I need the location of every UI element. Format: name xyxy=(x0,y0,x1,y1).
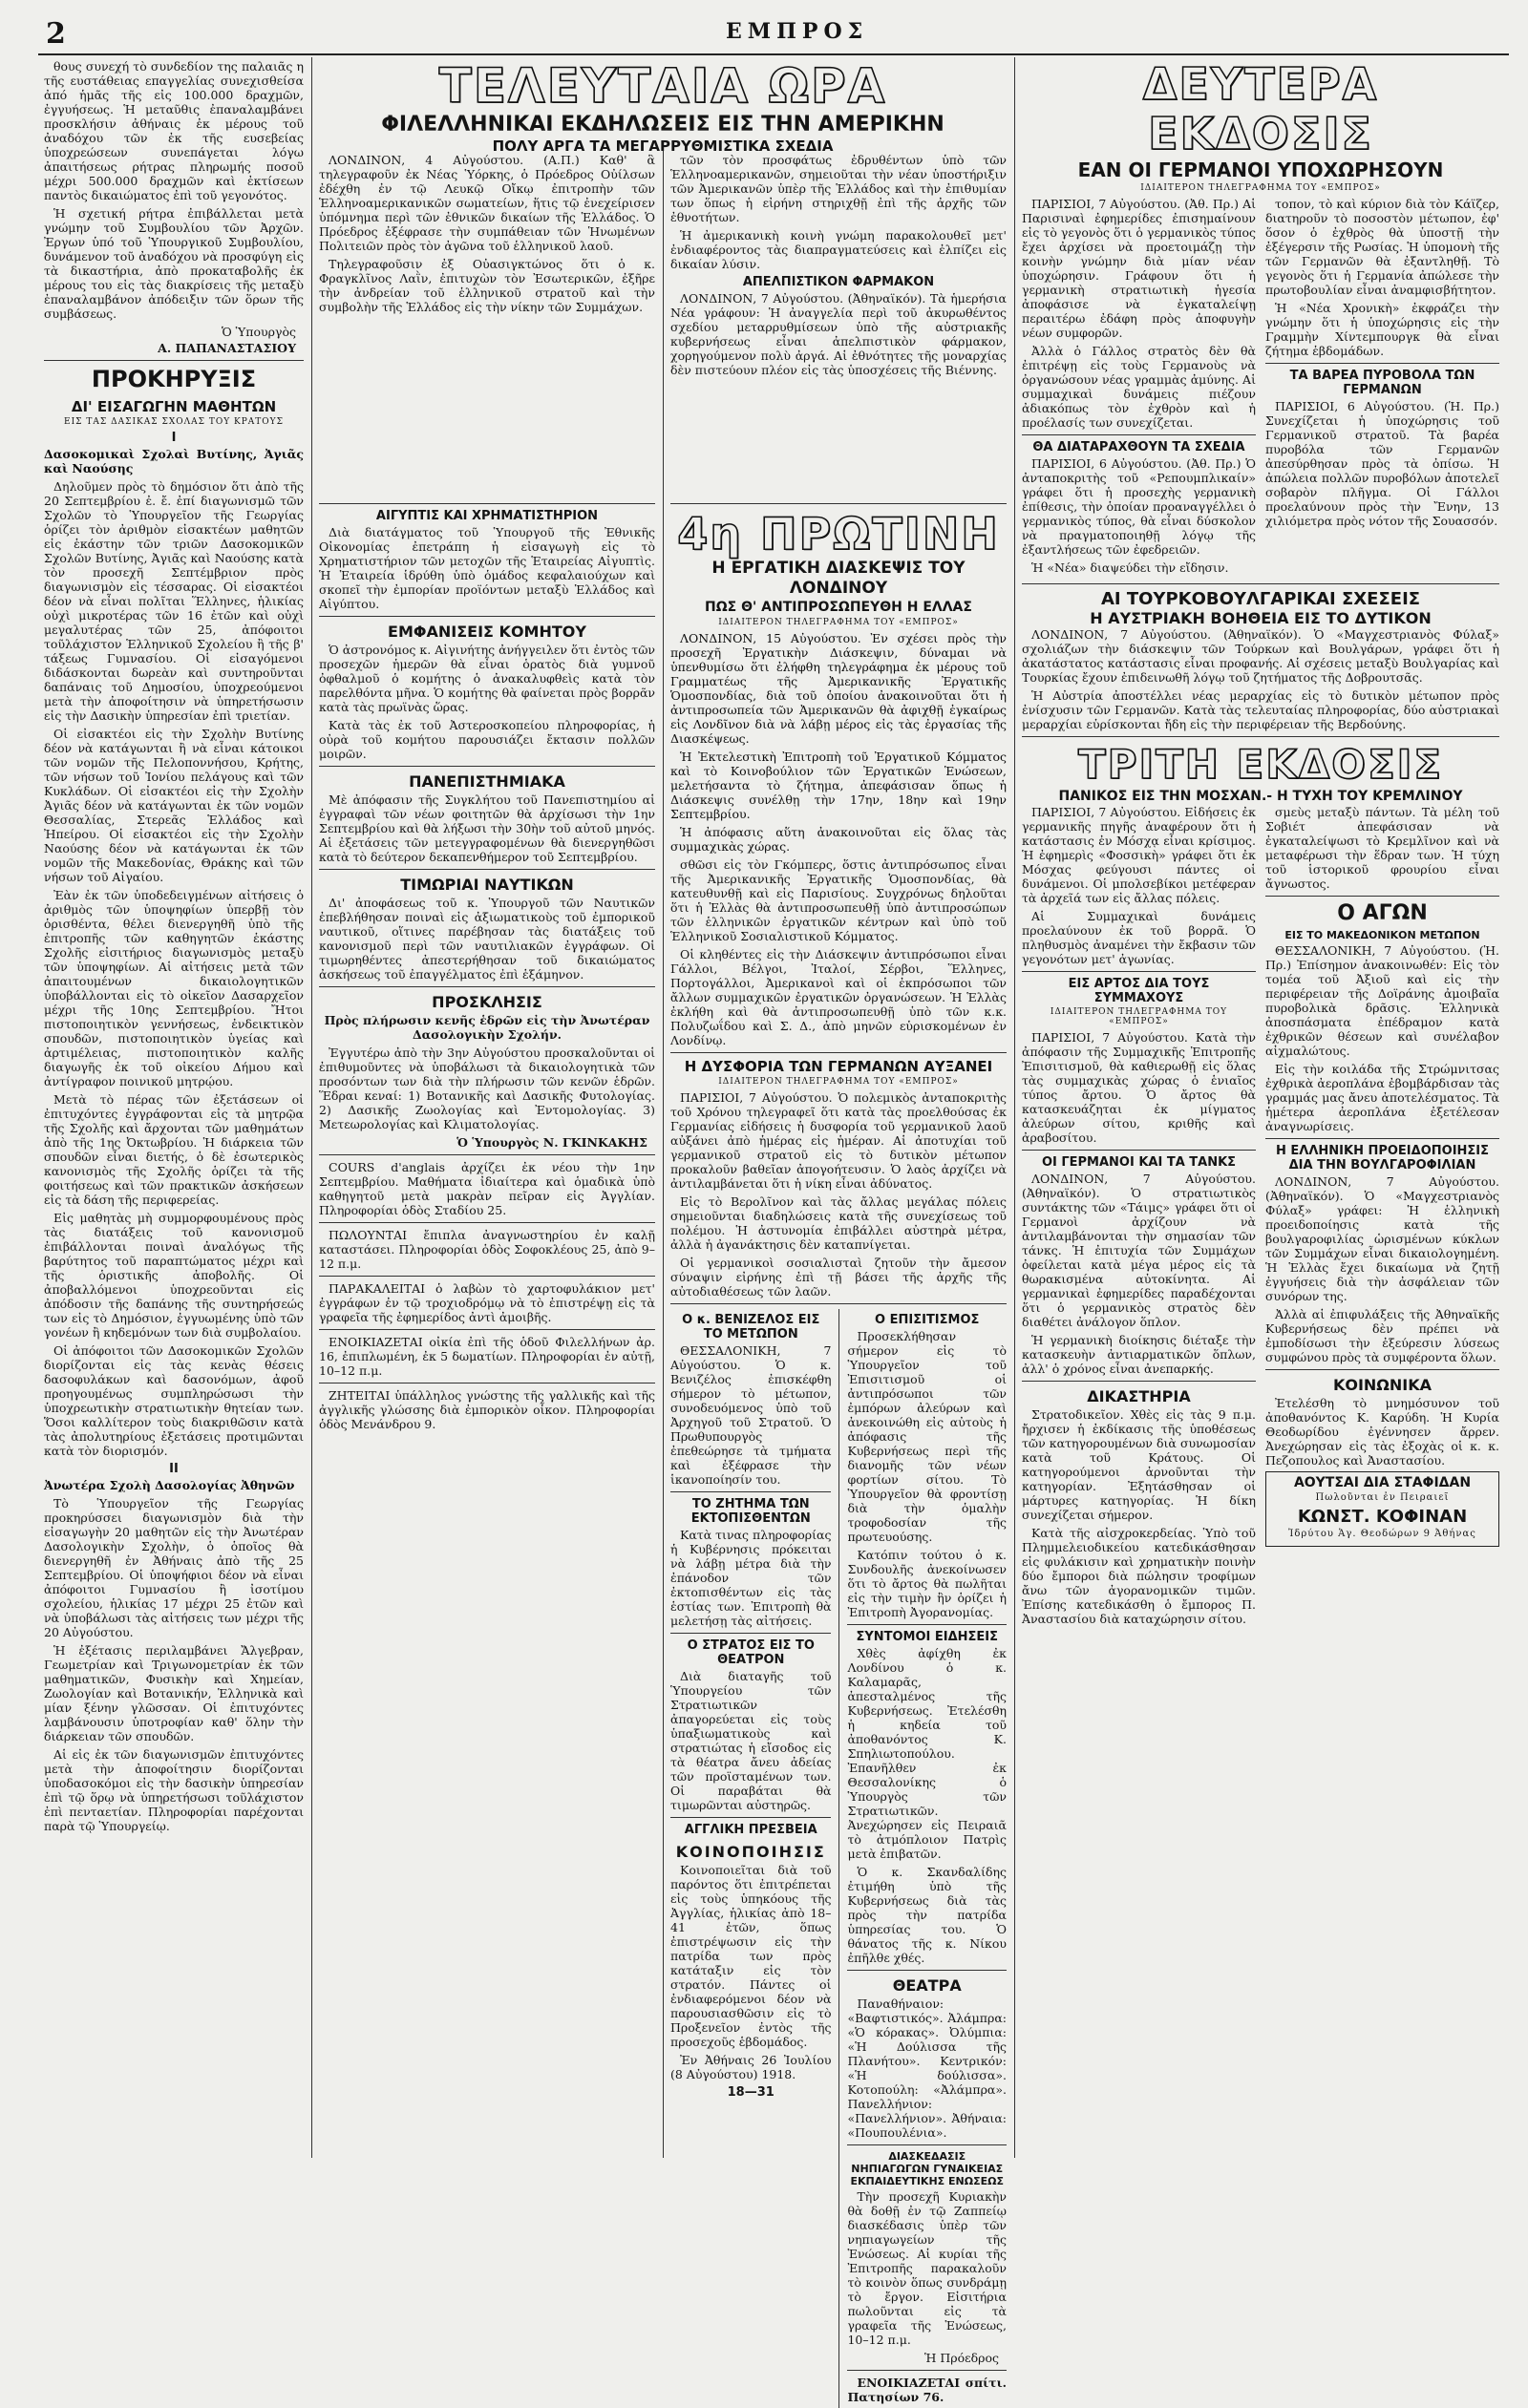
section-numeral: Ι xyxy=(171,431,177,445)
divider xyxy=(670,1303,1007,1304)
headline-philhellenic: ΦΙΛΕΛΛΗΝΙΚΑΙ ΕΚΔΗΛΩΣΕΙΣ ΕΙΣ ΤΗΝ ΑΜΕΡΙΚΗΝ xyxy=(381,113,944,137)
telegram-tag: ΙΔΙΑΙΤΕΡΟΝ ΤΗΛΕΓΡΑΦΗΜΑ ΤΟΥ «ΕΜΠΡΟΣ» xyxy=(718,618,959,627)
article-text: Εἰς μαθητὰς μὴ συμμορφουμένους πρὸς τὰς διατάξεις τοῦ κανονισμοῦ ἐπιβάλλονται ποιναὶ ἀναλόγως τῆς βαρύτητος τοῦ παραπτώματος μέχρι καὶ τῆς ὁριστικῆς ἀποβολῆς. Οἱ ἀποβαλλόμενοι ὑποχρεοῦνται εἰς ἀπόδοσιν τῆς δαπάνης τῆς συντηρήσεώς των εἰς τὸ Δημόσιον, ἐγγυωμένης ὑπὸ τῶν γονέων ἢ κηδεμόνων των διὰ συμβολαίου. xyxy=(44,1211,304,1340)
article-text: Ὁ ἀστρονόμος κ. Αἰγινήτης ἀνήγγειλεν ὅτι ἐντὸς τῶν προσεχῶν ἡμερῶν θὰ εἶναι ὁρατὸς διὰ γυμνοῦ ὀφθαλμοῦ ὁ κομήτης ὁ ἀνακαλυφθεὶς κατὰ τὸν παρελθόντα μῆνα. Ὁ κομήτης θὰ φαίνεται πρὸς βορρᾶν κατὰ τὰς πρωϊνὰς ὥρας. xyxy=(319,643,655,714)
subheadline-small: ΕΙΣ ΤΑΣ ΔΑΣΙΚΑΣ ΣΧΟΛΑΣ ΤΟΥ ΚΡΑΤΟΥΣ xyxy=(64,417,284,427)
article-text: ΠΑΡΙΣΙΟΙ, 7 Αὐγούστου. Ὁ πολεμικὸς ἀνταποκριτὴς τοῦ Χρόνου τηλεγραφεῖ ὅτι κατὰ τὰς προελθούσας ἐκ Γερμανίας εἰδήσεις ἡ δυσφορία τοῦ γερμανικοῦ λαοῦ αὐξάνει ἀπὸ ἡμέρας εἰς ἡμέραν. Αἱ ἀποτυχίαι τοῦ γερμανικοῦ στρατοῦ εἰς τὸ δυτικὸν μέτωπον προκαλοῦν βαθεῖαν ἀπογοήτευσιν. Ὁ λαὸς ἀρχίζει νὰ ἀντιλαμβάνεται ὅτι ἡ νίκη εἶναι ἀδύνατος. xyxy=(670,1090,1007,1191)
section-numeral: ΙΙ xyxy=(169,1462,179,1476)
ad-merchant-name: ΚΩΝΣΤ. ΚΟΦΙΝΑΝ xyxy=(1297,1507,1468,1527)
divider xyxy=(319,616,655,617)
divider xyxy=(319,766,655,767)
divider xyxy=(1022,434,1256,435)
signature-name: Α. ΠΑΠΑΝΑΣΤΑΣΙΟΥ xyxy=(158,341,296,355)
article-text: Ἀλλὰ ὁ Γάλλος στρατὸς δὲν θὰ ἐπιτρέψῃ εἰς τοὺς Γερμανοὺς νὰ ὀργανώσουν νέας γραμμὰς ἀμύνης. Αἱ συμμαχικαὶ δυνάμεις πιέζουν ἀδιακόπως τὸν ἐχθρὸν καὶ ἡ προέλασίς των συνεχίζεται. xyxy=(1022,344,1256,430)
article-text: Στρατοδικεῖον. Χθὲς εἰς τὰς 9 π.μ. ἤρχισεν ἡ ἐκδίκασις τῆς ὑποθέσεως τῶν κατηγορουμένων διὰ συνωμοσίαν κατὰ τοῦ Κράτους. Οἱ κατηγορούμενοι ἀρνοῦνται τὴν κατηγορίαν. Ἐξητάσθησαν οἱ μάρτυρες κατηγορίας. Ἡ δίκη συνεχίζεται σήμερον. xyxy=(1022,1407,1256,1522)
divider xyxy=(1265,363,1499,364)
headline-naval: ΤΙΜΩΡΙΑΙ ΝΑΥΤΙΚΩΝ xyxy=(400,876,574,894)
article-text: ΛΟΝΔΙΝΟΝ, 7 Αὐγούστου. (Ἀθηναϊκόν). Ὁ «Μαγχεστριανὸς Φύλαξ» γράφει: Ἡ ἑλληνικὴ προειδοποίησις κατὰ τῆς βουλγαροφιλίας ὡρισμένων κύκλων τῶν Συμμάχων εἶναι δικαιολογημένη. Ἡ Ἑλλὰς ἔχει δικαίωμα νὰ ζητῇ ἐγγυήσεις διὰ τὴν ἀσφάλειαν τῶν συνόρων της. xyxy=(1265,1174,1499,1303)
classified-ad: ΕΝΟΙΚΙΑΖΕΤΑΙ σπίτι. Πατησίων 76. xyxy=(847,2376,1007,2404)
divider xyxy=(847,1970,1007,1971)
classified-ad: ΠΩΛΟΥΝΤΑΙ ἔπιπλα ἀναγνωστηρίου ἐν καλῇ καταστάσει. Πληροφορίαι ὁδὸς Σοφοκλέους 25, ἀπὸ 9–12 π.μ. xyxy=(319,1228,655,1271)
classified-ad: ΕΝΟΙΚΙΑΖΕΤΑΙ οἰκία ἐπὶ τῆς ὁδοῦ Φιλελλήνων ἀρ. 16, ἐπιπλωμένη, ἐκ 5 δωματίων. Πληροφορίαι ἐν αὐτῇ, 10–12 π.μ. xyxy=(319,1335,655,1378)
headline-comet: ΕΜΦΑΝΙΣΕΙΣ ΚΟΜΗΤΟΥ xyxy=(388,623,586,641)
divider xyxy=(319,869,655,870)
divider xyxy=(847,2144,1007,2145)
article-text: Ἡ «Νέα Χρονικὴ» ἐκφράζει τὴν γνώμην ὅτι ἡ ὑποχώρησις εἰς τὴν Γραμμὴν Χίντεμπουργκ θὰ εἶναι ζήτημα ἑβδομάδων. xyxy=(1265,301,1499,358)
article-text: Κατὰ τῆς αἰσχροκερδείας. Ὑπὸ τοῦ Πλημμελειοδικείου κατεδικάσθησαν εἰς φυλάκισιν καὶ χρηματικὴν ποινὴν δύο ἔμποροι διὰ πώλησιν τροφίμων ἄνω τῶν ἀγορανομικῶν τιμῶν. Ἐπίσης κατεδικάσθη ὁ ἔμπορος Π. Ἀναστασίου διὰ καταχώρησιν σίτου. xyxy=(1022,1526,1256,1626)
divider xyxy=(847,2370,1007,2371)
center-split-left xyxy=(670,1309,831,2408)
article-text: Μὲ ἀπόφασιν τῆς Συγκλήτου τοῦ Πανεπιστημίου αἱ ἐγγραφαὶ τῶν νέων φοιτητῶν θὰ ἀρχίσωσι τὴν 1ην Σεπτεμβρίου καὶ θὰ λήξωσι τὴν 30ὴν τοῦ αὐτοῦ μηνός. Αἱ ἐξετάσεις τῶν μετεγγραφομένων θὰ διενεργηθῶσι κατὰ τὸ δεύτερον δεκαπενθήμερον τοῦ Σεπτεμβρίου. xyxy=(319,792,655,864)
headline-plans: ΘΑ ΔΙΑΤΑΡΑΧΘΟΥΝ ΤΑ ΣΧΕΔΙΑ xyxy=(1032,440,1245,454)
divider xyxy=(319,1329,655,1330)
headline-german-discontent: Η ΔΥΣΦΟΡΙΑ ΤΩΝ ΓΕΡΜΑΝΩΝ ΑΥΞΑΝΕΙ xyxy=(684,1058,993,1075)
article-text: Ἡ ἀμερικανικὴ κοινὴ γνώμη παρακολουθεῖ μετ' ἐνδιαφέροντος τὰς διαπραγματεύσεις καὶ ἐλπίζει εἰς δικαίαν λύσιν. xyxy=(670,228,1007,271)
divider xyxy=(319,1276,655,1277)
subheadline-greece: ΠΩΣ Θ' ΑΝΤΙΠΡΟΣΩΠΕΥΘΗ Η ΕΛΛΑΣ xyxy=(705,600,972,615)
divider xyxy=(1022,583,1499,584)
article-text: Κατὰ τινας πληροφορίας ἡ Κυβέρνησις πρόκειται νὰ λάβῃ μέτρα διὰ τὴν ἐπάνοδον τῶν ἐκτοπισθέντων εἰς τὰς ἑστίας των. Ἐπιτροπὴ θὰ μελετήσῃ τὰς αἰτήσεις. xyxy=(670,1528,832,1628)
article-text: Διὰ διατάγματος τοῦ Ὑπουργοῦ τῆς Ἐθνικῆς Οἰκονομίας ἐπετράπη ἡ εἰσαγωγὴ εἰς τὸ Χρηματιστήριον τῶν μετοχῶν τῆς Ἑταιρείας Αἰγυπτὶς. Ἡ Ἑταιρεία ἱδρύθη ὑπὸ ὁμάδος κεφαλαιούχων καὶ σκοπεῖ τὴν ἐμπορίαν προϊόντων μεταξὺ Ἑλλάδος καὶ Αἰγύπτου. xyxy=(319,525,655,611)
article-text: Οἱ ἀπόφοιτοι τῶν Δασοκομικῶν Σχολῶν διορίζονται εἰς τὰς κενὰς θέσεις δασοφυλάκων καὶ δασονόμων, ἀφοῦ προηγουμένως συμπληρώσωσι τὴν ὑποχρεωτικὴν στρατιωτικὴν θητείαν των. Ὅσοι καλλίτερον τοὺς διακριθῶσιν κατὰ τὰς ἀπολυτηρίους ἐξετάσεις προτιμῶνται κατὰ τὸν διορισμόν. xyxy=(44,1343,304,1458)
article-text: ΛΟΝΔΙΝΟΝ, 15 Αὐγούστου. Ἐν σχέσει πρὸς τὴν προσεχῆ Ἐργατικὴν Διάσκεψιν, δύναμαι νὰ ὑπενθυμίσω ὅτι ἐλήφθη τηλεγράφημα ἐκ μέρους τοῦ Γραμματέως τῆς Ἀμερικανικῆς Ἐργατικῆς Ὁμοσπονδίας, διὰ τοῦ ὁποίου ἀνακοινοῦται ὅτι ἡ ἀντιπροσωπεία τῶν Ἀμερικανῶν θὰ ἀφιχθῇ ἐγκαίρως εἰς Λονδῖνον διὰ νὰ λάβῃ μέρος εἰς τὰς ἐργασίας τῆς Διασκέψεως. xyxy=(670,631,1007,746)
divider xyxy=(670,1817,831,1818)
divider xyxy=(319,1222,655,1223)
article-text: Διὰ διαταγῆς τοῦ Ὑπουργείου τῶν Στρατιωτικῶν ἀπαγορεύεται εἰς τοὺς ὑπαξιωματικοὺς καὶ στρατιώτας ἡ εἴσοδος εἰς τὰ θέατρα ἄνευ ἀδείας τῶν προϊσταμένων των. Οἱ παραβάται θὰ τιμωρῶνται αὐστηρῶς. xyxy=(670,1669,832,1812)
divider xyxy=(1265,1369,1499,1370)
article-date: Ἐν Ἀθήναις 26 Ἰουλίου (8 Αὐγούστου) 1918. xyxy=(670,2053,832,2081)
invitation-subtitle: Πρὸς πλήρωσιν κενῆς ἑδρῶν εἰς τὴν Ἀνωτέραν Δασολογικὴν Σχολήν. xyxy=(324,1013,650,1042)
article-text: Ἡ «Νέα» διαψεύδει τὴν εἴδησιν. xyxy=(1031,560,1229,575)
advertisement-box xyxy=(1265,1471,1499,1547)
article-text: ΛΟΝΔΙΝΟΝ, 7 Αὐγούστου. (Ἀθηναϊκόν). Ὁ στρατιωτικὸς συντάκτης τῶν «Τάιμς» γράφει ὅτι οἱ Γερμανοὶ ἀρχίζουν νὰ ἀντιλαμβάνονται τὴν σημασίαν τῶν τάνκς. Ἡ ἐπιτυχία τῶν Συμμάχων ὀφείλεται κατὰ μέγα μέρος εἰς τὰ θωρακισμένα αὐτοκίνητα. Αἱ γερμανικαὶ ἐφημερίδες παραδέχονται ὅτι ὁ γερμανικὸς στρατὸς δὲν διαθέτει ἀνάλογον ὅπλον. xyxy=(1022,1172,1256,1329)
notice-number: 18—31 xyxy=(727,2085,775,2100)
article-text: Ἡ γερμανικὴ διοίκησις διέταξε τὴν κατασκευὴν ἀντιαρματικῶν ὅπλων, ἀλλ' ὁ χρόνος εἶναι ἀνεπαρκής. xyxy=(1022,1333,1256,1376)
article-text: Χθὲς ἀφίχθη ἐκ Λονδίνου ὁ κ. Καλαμαρᾶς, ἀπεσταλμένος τῆς Κυβερνήσεως. Ἐτελέσθη ἡ κηδεία τοῦ ἀποθανόντος Κ. Σπηλιωτοπούλου. Ἐπανῆλθεν ἐκ Θεσσαλονίκης ὁ Ὑπουργὸς τῶν Στρατιωτικῶν. Ἀνεχώρησεν εἰς Πειραιᾶ τὸ ἀτμόπλοιον Πατρὶς μετὰ ἐπιβατῶν. xyxy=(847,1646,1007,1861)
article-text: Ἐὰν ἐκ τῶν ὑποδεδειγμένων αἰτήσεις ὁ ἀριθμὸς τῶν ὑποψηφίων ὑπερβῇ τὸν ὁρισθέντα, θέλει διενεργηθῆ ὑπὸ τῆς ἐπιτροπῆς τῶν καθηγητῶν ἑκάστης Σχολῆς εἰσιτήριος διαγωνισμὸς μεταξὺ τῶν ὑποψηφίων. Αἱ αἰτήσεις μετὰ τῶν ἀπαιτουμένων δικαιολογητικῶν ὑποβάλλονται εἰς τὸ οἰκεῖον Δασαρχεῖον μέχρι τῆς 10ης Σεπτεμβρίου. Ἤτοι πιστοποιητικὸν γεννήσεως, ἐνδεικτικὸν σπουδῶν, πιστοποιητικὸν ὑγείας καὶ ἀρτιμέλειας, πιστοποιητικὸν καλῆς διαγωγῆς ἐκ τοῦ οἰκείου Δήμου καὶ ἀντίγραφον ποινικοῦ μητρῴου. xyxy=(44,888,304,1088)
section-title: Ἀνωτέρα Σχολὴ Δασολογίας Ἀθηνῶν xyxy=(44,1478,295,1492)
headline-aigyptis: ΑΙΓΥΠΤΙΣ ΚΑΙ ΧΡΗΜΑΤΙΣΤΗΡΙΟΝ xyxy=(375,509,599,523)
headline-macedonian-front: ΕΙΣ ΤΟ ΜΑΚΕΔΟΝΙΚΟΝ ΜΕΤΩΠΟΝ xyxy=(1284,929,1480,941)
article-text: ΘΕΣΣΑΛΟΝΙΚΗ, 7 Αὐγούστου. Ὁ κ. Βενιζέλος ἐπισκέφθη σήμερον τὸ μέτωπον, συνοδευόμενος ὑπὸ τοῦ Ἀρχηγοῦ τοῦ Στρατοῦ. Ὁ Πρωθυπουργὸς ἐπεθεώρησε τὰ τμήματα καὶ ἐξέφρασε τὴν ἱκανοποίησίν του. xyxy=(670,1343,832,1487)
headline-kindergarten: ΔΙΑΣΚΕΔΑΣΙΣ ΝΗΠΙΑΓΩΓΩΝ ΓΥΝΑΙΚΕΙΑΣ ΕΚΠΑΙΔΕΥΤΙΚΗΣ ΕΝΩΣΕΩΣ xyxy=(850,2150,1004,2187)
headline-heavy-guns: ΤΑ ΒΑΡΕΑ ΠΥΡΟΒΟΛΑ ΤΩΝ ΓΕΡΜΑΝΩΝ xyxy=(1289,369,1475,397)
divider xyxy=(1022,1381,1256,1382)
column-center-right xyxy=(670,498,1007,2404)
telegram-tag: ΙΔΙΑΙΤΕΡΟΝ ΤΗΛΕΓΡΑΦΗΜΑ ΤΟΥ «ΕΜΠΡΟΣ» xyxy=(1140,183,1381,193)
divider xyxy=(670,1491,831,1492)
divider xyxy=(847,1624,1007,1625)
article-text: Ἀλλὰ αἱ ἐπιφυλάξεις τῆς Ἀθηναϊκῆς Κυβερνήσεως δὲν πρέπει νὰ ἐμποδίσωσι τὴν ἐξεύρεσιν λύσεως συμφώνου πρὸς τὰ συμφέροντα ὅλων. xyxy=(1265,1307,1499,1364)
article-text: Προσεκλήθησαν σήμερον εἰς τὸ Ὑπουργεῖον τοῦ Ἐπισιτισμοῦ οἱ ἀντιπρόσωποι τῶν ἐμπόρων ἀλεύρων καὶ ἀνεκοινώθη εἰς αὐτοὺς ἡ ἀπόφασις τῆς Κυβερνήσεως περὶ τῆς διανομῆς τῶν νέων φορτίων σίτου. Τὸ Ὑπουργεῖον θὰ φροντίσῃ διὰ τὴν ὁμαλὴν τροφοδοσίαν τῆς πρωτευούσης. xyxy=(847,1329,1007,1544)
column-left xyxy=(44,59,304,2160)
second-edition-title: ΔΕΥΤΕΡΑ ΕΚΔΟΣΙΣ xyxy=(1142,58,1379,159)
article-text: θους συνεχή τὸ συνδεδίον της παλαιᾶς η τῆς ευστάθειας επαγγελίας συνεχισθείσα ἀπό ἡμᾶς τῆς εἰς 100.000 δραχμῶν, ἐγγυήσεως. Ἡ μεταῦθις ἐπαναλαμβάνει προσκλήσιν ἀθήναις ἐκ μέρους τοῦ ἀναδόχου τῶν ἐκ τῆς ευσεβείας ὑποχρεώσεων συνεπάγεται λόγω ἀπαιτήσεως ρήτρας πληρωμής ποσοῦ μέχρι 500.000 δραχμῶν καὶ ἐκτίσεων παντὸς δικαιώματος ἐπὶ τοῦ γεγονότος. xyxy=(44,59,304,202)
article-text: ΛΟΝΔΙΝΟΝ, 7 Αὐγούστου. (Ἀθηναϊκόν). Ὁ «Μαγχεστριανὸς Φύλαξ» σχολιάζων τὴν διάσκεψιν τῶν Τούρκων καὶ Βουλγάρων, γράφει ὅτι ἡ ἀκατάστατος κατάστασις εἶναι προφανής. Αἱ σχέσεις μεταξὺ Βουλγαρίας καὶ Τουρκίας ἔχουν ἐπιδεινωθῆ λόγῳ τοῦ ζητήματος τῆς Δοβρουτσᾶς. xyxy=(1022,627,1499,685)
subheadline: ΔΙ' ΕΙΣΑΓΩΓΗΝ ΜΑΘΗΤΩΝ xyxy=(71,398,277,415)
right-split-right xyxy=(1265,805,1499,1630)
third-edition-title: ΤΡΙΤΗ ΕΚΔΟΣΙΣ xyxy=(1078,741,1443,788)
article-text: Ἡ σχετική ρήτρα ἐπιβάλλεται μετὰ γνώμην τοῦ Συμβουλίου τῶν Ἀρχῶν. Ἐργων ὑπό τοῦ Ὑπουργικοῦ Συμβουλίου, δυνάμενον τοῦ ἀναδόχου νὰ προσφύγη εἰς τὰ δικαστήρια, ἀπὸ προκαταβολῆς ἐκ μέρους του εἰς τὰς διακρίσεις τῆς μεταξὺ ἐπαναλαμβάνον ἀπόδειξιν τῶν ὅρων τῆς συμβάσεως. xyxy=(44,206,304,321)
divider xyxy=(670,503,1007,504)
telegram-tag: ΙΔΙΑΙΤΕΡΟΝ ΤΗΛΕΓΡΑΦΗΜΑ ΤΟΥ «ΕΜΠΡΟΣ» xyxy=(718,1077,959,1087)
classified-ad: COURS d'anglais ἀρχίζει ἐκ νέου τὴν 1ην Σεπτεμβρίου. Μαθήματα ἰδιαίτερα καὶ ὁμαδικὰ ὑπὸ καθηγητοῦ μετὰ μακρὰν πεῖραν εἰς Ἀγγλίαν. Πληροφορίαι ὁδὸς Σταδίου 25. xyxy=(319,1160,655,1217)
article-text: ΠΑΡΙΣΙΟΙ, 6 Αὐγούστου. (Ἡ. Πρ.) Συνεχίζεται ἡ ὑποχώρησις τοῦ Γερμανικοῦ στρατοῦ. Τὰ βαρέα πυροβόλα τῶν Γερμανῶν ἀπεσύρθησαν πρὸς τὰ ὀπίσω. Ἡ ἀπώλεια πολλῶν πυροβόλων ἀποτελεῖ σοβαρὸν πλῆγμα. Οἱ Γάλλοι προελαύνουν πρὸς τὴν Ἔνην, 13 χιλιόμετρα πρὸς νότον τῆς Σουασσόν. xyxy=(1265,399,1499,528)
headline-exiles: ΤΟ ΖΗΤΗΜΑ ΤΩΝ ΕΚΤΟΠΙΣΘΕΝΤΩΝ xyxy=(690,1497,811,1526)
divider xyxy=(319,986,655,987)
article-text: ΠΑΡΙΣΙΟΙ, 7 Αὐγούστου. Εἰδήσεις ἐκ γερμανικῆς πηγῆς ἀναφέρουν ὅτι ἡ κατάστασις ἐν Μόσχᾳ εἶναι κρίσιμος. Ἡ ἐφημερὶς «Φοσσικὴ» γράφει ὅτι ἐκ Μόσχας φεύγουσι πάντες οἱ δυνάμενοι. Οἱ μπολσεβίκοι μετέφεραν τὰ ἀρχεῖά των εἰς ἄλλας πόλεις. xyxy=(1022,805,1256,905)
article-text: Κατὰ τὰς ἐκ τοῦ Ἀστεροσκοπείου πληροφορίας, ἡ οὐρὰ τοῦ κομήτου παρουσιάζει ἔκτασιν πολλῶν μοιρῶν. xyxy=(319,718,655,761)
article-text: Οἱ κληθέντες εἰς τὴν Διάσκεψιν ἀντιπρόσωποι εἶναι Γάλλοι, Βέλγοι, Ἰταλοί, Σέρβοι, Ἕλληνες, Πορτογάλλοι, Ἀμερικανοὶ καὶ οἱ ἐκπρόσωποι τῶν ἄλλων συμμαχικῶν ἐργατικῶν ὀργανώσεων. Ἡ Ἑλλὰς ἐκλήθη καὶ θὰ ἀντιπροσωπευθῇ ὑπὸ τῶν κ.κ. Πολυζωΐδου καὶ Σ. Δ., ἀπὸ μηνῶν εὑρισκομένων ἐν Λονδίνῳ. xyxy=(670,947,1007,1047)
headline-theatres: ΘΕΑΤΡΑ xyxy=(892,1976,962,1995)
article-text: σμεὺς μεταξὺ πάντων. Τὰ μέλη τοῦ Σοβιέτ ἀπεφάσισαν νὰ ἐγκαταλείψωσι τὸ Κρεμλῖνον καὶ νὰ μεταφέρωσι τὴν ἕδραν των. Ἡ τύχη τοῦ ἱστορικοῦ φρουρίου εἶναι ἄγνωστος. xyxy=(1265,805,1499,891)
headline-tanks: ΟΙ ΓΕΡΜΑΝΟΙ ΚΑΙ ΤΑ ΤΑΝΚΣ xyxy=(1041,1155,1237,1170)
headline-turkish-bulgarian: ΑΙ ΤΟΥΡΚΟΒΟΥΛΓΑΡΙΚΑΙ ΣΧΕΣΕΙΣ xyxy=(1100,589,1421,609)
article-text: Κοινοποιεῖται διὰ τοῦ παρόντος ὅτι ἐπιτρέπεται εἰς τοὺς ὑπηκόους τῆς Ἀγγλίας, ἡλικίας ἀπὸ 18–41 ἐτῶν, ὅπως ἐπιστρέψωσιν εἰς τὴν πατρίδα των πρὸς κατάταξιν εἰς τὸν στρατόν. Πάντες οἱ ἐνδιαφερόμενοι δέον νὰ παρουσιασθῶσιν εἰς τὸ Προξενεῖον ἐντὸς τῆς προσεχοῦς ἑβδομάδος. xyxy=(670,1863,832,2049)
article-text: ΛΟΝΔΙΝΟΝ, 7 Αὐγούστου. (Ἀθηναϊκόν). Τὰ ἡμερήσια Νέα γράφουν: Ἡ ἀναγγελία περὶ τοῦ ἀκυρωθέντος σχεδίου μεταρρυθμίσεων ὑπὸ τῆς αὐστριακῆς κυβερνήσεως εἶναι ἀπελπιστικὸν φάρμακον, χορηγούμενον πολὺ ἀργά. Αἱ ἐθνότητες τῆς μοναρχίας δὲν πιστεύουν πλέον εἰς τὰς ὑποσχέσεις τῆς Βιέννης. xyxy=(670,291,1007,377)
headline-greek-warning: Η ΕΛΛΗΝΙΚΗ ΠΡΟΕΙΔΟΠΟΙΗΣΙΣ ΔΙΑ ΤΗΝ ΒΟΥΛΓΑΡΟΦΙΛΙΑΝ xyxy=(1275,1144,1490,1172)
headline-desperate-remedy: ΑΠΕΛΠΙΣΤΙΚΟΝ ΦΑΡΜΑΚΟΝ xyxy=(742,275,935,289)
article-text: ΛΟΝΔΙΝΟΝ, 4 Αὐγούστου. (Α.Π.) Καθ' ἃ τηλεγραφοῦν ἐκ Νέας Ὑόρκης, ὁ Πρόεδρος Οὐίλσων ἐδέχθη ἐν τῷ Λευκῷ Οἴκῳ ἐπιτροπὴν τῶν Ἑλληνοαμερικανικῶν σωματείων, ἥτις τῷ ἐνεχείρισεν ὑπόμνημα περὶ τῶν ἐθνικῶν δικαίων τῆς Ἑλλάδος. Ὁ Πρόεδρος ἐξέφρασε τὴν συμπάθειαν τῶν Ἡνωμένων Πολιτειῶν πρὸς τὸν ἀγῶνα τοῦ ἑλληνικοῦ λαοῦ. xyxy=(319,153,655,253)
article-text: σθῶσι εἰς τὸν Γκόμπερς, ὅστις ἀντιπρόσωπος εἶναι τῆς Ἀμερικανικῆς Ἐργατικῆς Ὁμοσπονδίας, θὰ κατευθυνθῇ καὶ εἰς Παρισίους. Συγχρόνως δηλοῦται ὅτι ἡ Ἑλλὰς θὰ ἀντιπροσωπευθῇ ὑπὸ ἀντιπροσώπων τῶν ἑλληνικῶν ἐργατικῶν κέντρων καὶ ὑπὸ τοῦ Ἑλληνικοῦ Σοσιαλιστικοῦ Κόμματος. xyxy=(670,857,1007,943)
paper-name: ΕΜΠΡΟΣ xyxy=(726,19,869,44)
article-text: Κατόπιν τούτου ὁ κ. Συνδουλῆς ἀνεκοίνωσεν ὅτι τὸ ἄρτος θὰ πωλῆται εἰς τὴν τιμὴν ἣν ὁρίζει ἡ Ἐπιτροπὴ Ἀγορανομίας. xyxy=(847,1548,1007,1619)
article-text: τῶν τὸν προσφάτως ἐδρυθέντων ὑπὸ τῶν Ἑλληνοαμερικανῶν, σημειοῦται τὴν νέαν ὑποστήριξιν τῶν Ἀμερικανῶν ὑπὲρ τῆς Ἑλλάδος καὶ τὴν ἐπιθυμίαν των ὅπως ἡ εἰρήνη στηριχθῇ ἐπὶ τῆς ἀρχῆς τῶν ἐθνοτήτων. xyxy=(670,153,1007,224)
divider xyxy=(1022,971,1256,972)
article-text: Μετὰ τὸ πέρας τῶν ἐξετάσεων οἱ ἐπιτυχόντες ἐγγράφονται εἰς τὰ μητρῷα τῆς Σχολῆς καὶ ἄρχονται τῶν μαθημάτων ἀπὸ τῆς 1ης Ὀκτωβρίου. Ἡ διάρκεια τῶν σπουδῶν εἶναι διετής, ὁ δὲ ἐσωτερικὸς κανονισμὸς τῆς Σχολῆς ὁρίζει τὰ τῆς φοιτήσεως καὶ τῶν πρακτικῶν ἀσκήσεων εἰς τὰ δάση τῆς περιφερείας. xyxy=(44,1092,304,1207)
column-divider xyxy=(663,487,664,2158)
headline-brief-news: ΣΥΝΤΟΜΟΙ ΕΙΔΗΣΕΙΣ xyxy=(856,1630,999,1644)
right-split-left xyxy=(1022,197,1256,579)
headline-army-theatre: Ο ΣΤΡΑΤΟΣ ΕΙΣ ΤΟ ΘΕΑΤΡΟΝ xyxy=(687,1638,815,1667)
divider xyxy=(1022,736,1499,737)
headline-allied-bread: ΕΙΣ ΑΡΤΟΣ ΔΙΑ ΤΟΥΣ ΣΥΜΜΑΧΟΥΣ xyxy=(1068,977,1210,1005)
article-text: ΠΑΡΙΣΙΟΙ, 7 Αὐγούστου. (Ἀθ. Πρ.) Αἱ Παρισιναὶ ἐφημερίδες ἐπισημαίνουν εἰς τὸ γεγονὸς ὅτι ὁ γερμανικὸς τύπος ἔχει ἀρχίσει νὰ προετοιμάζῃ τὴν κοινὴν γνώμην διὰ μίαν νέαν ὑποχώρησιν. Γράφουν ὅτι ἡ γερμανικὴ στρατιωτικὴ ἡγεσία ἀποφάσισε νὰ ἐγκαταλείψῃ περαιτέρω ἐδάφη πρὸς ἀποφυγὴν νέων συμφορῶν. xyxy=(1022,197,1256,340)
right-split-right xyxy=(1265,197,1499,579)
article-text: Αἱ εἰς ἐκ τῶν διαγωνισμῶν ἐπιτυχόντες μετὰ τὴν ἀποφοίτησιν διορίζονται ὑποδασοκόμοι εἰς τὴν δασικὴν ὑπηρεσίαν ἐπὶ τῷ ὅρῳ νὰ ὑπηρετήσωσι τοῦλάχιστον ἐπὶ πενταετίαν. Πληροφορίαι παρέχονται παρὰ τῷ Ὑπουργείῳ. xyxy=(44,1747,304,1833)
center-split xyxy=(670,1309,1007,2408)
signature-title: Ὁ Ὑπουργὸς xyxy=(221,325,296,339)
ad-headline: ΑΟΥΤΣΑΙ ΔΙΑ ΣΤΑΦΙΔΑΝ xyxy=(1293,1475,1472,1490)
classified-ad: ΠΑΡΑΚΑΛΕΙΤΑΙ ὁ λαβὼν τὸ χαρτοφυλάκιον μετ' ἐγγράφων ἐν τῷ τροχιοδρόμῳ νὰ τὸ ἐπιστρέψῃ εἰς τὰ γραφεῖα τῆς ἐφημερίδος ἀντὶ ἀμοιβῆς. xyxy=(319,1281,655,1324)
article-text: Τὸ Ὑπουργεῖον τῆς Γεωργίας προκηρύσσει διαγωνισμὸν διὰ τὴν εἰσαγωγὴν 20 μαθητῶν εἰς τὴν Ἀνωτέραν Δασολογικὴν Σχολὴν, ὁ ὁποῖος θὰ διενεργηθῆ ἐν Ἀθήναις ἀπὸ τῆς 25 Σεπτεμβρίου. Οἱ ὑποψήφιοι δέον νὰ εἶναι ἀπόφοιτοι Γυμνασίου ἢ ἰσοτίμου σχολείου, ἡλικίας 17 μέχρι 25 ἐτῶν καὶ νὰ ὑποβάλωσι τὰς αἰτήσεις των μέχρι τῆς 20 Αὐγούστου. xyxy=(44,1496,304,1639)
headline-venizelos: Ο κ. ΒΕΝΙΖΕΛΟΣ ΕΙΣ ΤΟ ΜΕΤΩΠΟΝ xyxy=(682,1313,820,1341)
classified-ad: ΖΗΤΕΙΤΑΙ ὑπάλληλος γνώστης τῆς γαλλικῆς καὶ τῆς ἀγγλικῆς γλώσσης διὰ ἐμπορικὸν οἶκον. Πληροφορίαι ὁδὸς Μενάνδρου 9. xyxy=(319,1388,655,1431)
divider xyxy=(1022,1150,1256,1151)
ad-address: Ἰδρύτου Ἁγ. Θεοδώρων 9 Ἀθήνας xyxy=(1288,1529,1476,1539)
headline-labour-conference: Η ΕΡΓΑΤΙΚΗ ΔΙΑΣΚΕΨΙΣ ΤΟΥ ΛΟΝΔΙΝΟΥ xyxy=(711,559,966,598)
article-text: τοπον, τὸ καὶ κύριον διὰ τὸν Κάϊζερ, διατηροῦν τὸ ποσοστὸν μέτωπον, ἐφ' ὅσον ὁ ἐχθρὸς θὰ ὑποστῇ τὴν ἐξέγερσιν τῆς Ρωσίας. Ἡ ὑπομονὴ τῆς τῶν Γερμανῶν θὰ ἐξαντληθῇ. Τὸ γεγονὸς ὅτι ἡ Γερμανία ἀπώλεσε τὴν πρωτοβουλίαν εἶναι ἀναμφισβήτητον. xyxy=(1265,197,1499,297)
headline-university: ΠΑΝΕΠΙΣΤΗΜΙΑΚΑ xyxy=(409,772,565,791)
article-text: Εἰς τὴν κοιλάδα τῆς Στρώμνιτσας ἐχθρικὰ ἀεροπλάνα ἐβομβάρδισαν τὰς γραμμάς μας ἄνευ ἀποτελέσματος. Τὰ ἡμέτερα ἀεροπλάνα ἐξετέλεσαν ἀναγνωρίσεις. xyxy=(1265,1062,1499,1133)
masthead xyxy=(0,0,1528,57)
column-right xyxy=(1022,59,1499,2160)
article-text: ΠΑΡΙΣΙΟΙ, 7 Αὐγούστου. Κατὰ τὴν ἀπόφασιν τῆς Συμμαχικῆς Ἐπιτροπῆς Ἐπισιτισμοῦ, θὰ καθιερωθῇ εἰς ὅλας τὰς συμμαχικὰς χώρας ὁ ἑνιαῖος τύπος ἄρτου. Ὁ ἄρτος θὰ κατασκευάζηται ἐκ μίγματος ἀλεύρων σίτου, κριθῆς καὶ ἀραβοσίτου. xyxy=(1022,1030,1256,1145)
article-text: Οἱ γερμανικοὶ σοσιαλισταὶ ζητοῦν τὴν ἄμεσον σύναψιν εἰρήνης ἐπὶ τῇ βάσει τῆς ἀρχῆς τῆς αὐτοδιαθέσεως τῶν λαῶν. xyxy=(670,1256,1007,1299)
column-center-left-top xyxy=(319,153,655,496)
article-text: Δηλοῦμεν πρὸς τὸ δημόσιον ὅτι ἀπὸ τῆς 20 Σεπτεμβρίου ἐ. ἔ. ἐπί διαγωνισμῶ τῶν Σχολῶν τὸ Ὑπουργεῖον τῆς Γεωργίας ὁρίζει τὸν ἀριθμὸν εἰσακτέων μαθητῶν εἰς ἑκάστην τῶν τριῶν Δασοκομικῶν Σχολῶν Βυτίνης, Ἀγιᾶς καὶ Ναούσης κατὰ τὸν προσεχῆ Σεπτέμβριον πρὸς διαγωνισμὸν εἰς τέσσαρας. Οἱ εἰσακτέοι δέον νὰ εἶναι πολῖται Ἕλληνες, ἡλικίας οὐχὶ μικροτέρας τῶν 16 ἐτῶν καὶ οὐχὶ μεγαλυτέρας τῶν 25, ἀπόφοιτοι τοῦλάχιστον Ἑλληνικοῦ Σχολείου ἢ τῆς β' τάξεως Γυμνασίου. Οἱ εἰσαγόμενοι διδάσκονται δωρεὰν καὶ συντηροῦνται δαπάναις τοῦ Δημοσίου, ὑποχρεούμενοι μετὰ τὴν ἀποφοίτησιν νὰ ὑπηρετήσωσιν εἰς τὴν Δασικὴν ὑπηρεσίαν ἐπὶ τριετίαν. xyxy=(44,479,304,723)
article-text: ΠΑΡΙΣΙΟΙ, 6 Αὐγούστου. (Ἀθ. Πρ.) Ὁ ἀνταποκριτὴς τοῦ «Ρεπουμπλικαίν» γράφει ὅτι ἡ προσεχὴς γερμανικὴ ἐπίθεσις, τὴν ὁποίαν προαναγγέλλει ὁ γερμανικὸς τύπος, θὰ εἶναι δύσκολον νὰ πραγματοποιηθῇ λόγῳ τῆς ἐξαντλήσεως τῶν ἐφεδρειῶν. xyxy=(1022,456,1256,557)
article-text: Δι' ἀποφάσεως τοῦ κ. Ὑπουργοῦ τῶν Ναυτικῶν ἐπεβλήθησαν ποιναὶ εἰς ἀξιωματικοὺς τοῦ ἐμπορικοῦ ναυτικοῦ, οἵτινες παρέβησαν τὰς διατάξεις τοῦ κανονισμοῦ περὶ τῶν ναυτιλιακῶν ἐγγράφων. Οἱ τιμωρηθέντες ἀπεστερήθησαν τοῦ δικαιώματος ἀσκήσεως τοῦ ἐπαγγέλματος ἐπὶ ἑξάμηνον. xyxy=(319,896,655,982)
article-text: Οἱ εἰσακτέοι εἰς τὴν Σχολὴν Βυτίνης δέον νὰ κατάγωνται ἢ νὰ εἶναι κάτοικοι τῶν νομῶν τῆς Πελοποννήσου, Κρήτης, τῶν νήσων τοῦ Ἰονίου πελάγους καὶ τῶν Κυκλάδων. Οἱ εἰσακτέοι εἰς τὴν Σχολὴν Ἀγιᾶς δέον νὰ κατάγωνται ἐκ τῶν νομῶν Θεσσαλίας, Στερεᾶς Ἑλλάδος καὶ Ἠπείρου. Οἱ εἰσακτέοι εἰς τὴν Σχολὴν Ναούσης δέον νὰ κατάγωνται ἐκ τῶν νομῶν τῆς Μακεδονίας, Θράκης καὶ τῶν νήσων τοῦ Αἰγαίου. xyxy=(44,727,304,884)
last-hour-header xyxy=(319,59,1007,155)
divider xyxy=(319,1154,655,1155)
last-hour-title: ΤΕΛΕΥΤΑΙΑ ΩΡΑ xyxy=(438,58,887,114)
divider xyxy=(670,1633,831,1634)
article-text: Ὁ κ. Σκανδαλίδης ἐτιμήθη ὑπὸ τῆς Κυβερνήσεως διὰ τὰς πρὸς τὴν πατρίδα ὑπηρεσίας του. Ὁ θάνατος τῆς κ. Νίκου ἐπῆλθε χθές. xyxy=(847,1865,1007,1965)
column-divider xyxy=(838,1309,839,2408)
article-text: Τηλεγραφοῦσιν ἐξ Οὐασιγκτώνος ὅτι ὁ κ. Φραγκλῖνος Λαῒν, ἐπιτυχὼν τὸν Ἐσωτερικῶν, ἐξῆρε τὴν ἀνδρείαν τοῦ ἑλληνικοῦ στρατοῦ καὶ τὴν συμβολὴν τῆς Ἑλλάδος εἰς τὴν νίκην τῶν Συμμάχων. xyxy=(319,257,655,314)
headline-austrian-aid: Η ΑΥΣΤΡΙΑΚΗ ΒΟΗΘΕΙΑ ΕΙΣ ΤΟ ΔΥΤΙΚΟΝ xyxy=(1090,609,1432,627)
article-text: Αἱ Συμμαχικαὶ δυνάμεις προελαύνουν ἐκ τοῦ βορρᾶ. Ὁ πληθυσμὸς ἀναμένει τὴν ἔκβασιν τῶν γεγονότων μετ' ἀγωνίας. xyxy=(1022,909,1256,966)
signature: Ὁ Ὑπουργὸς Ν. ΓΚΙΝΚΑΚΗΣ xyxy=(456,1135,647,1150)
divider xyxy=(1265,896,1499,897)
headline-moscow-panic: ΠΑΝΙΚΟΣ ΕΙΣ ΤΗΝ ΜΟΣΧΑΝ.- Η ΤΥΧΗ ΤΟΥ ΚΡΕΜΛΙΝΟΥ xyxy=(1058,789,1463,804)
article-text: Ἡ Αὐστρία ἀποστέλλει νέας μεραρχίας εἰς τὸ δυτικὸν μέτωπον πρὸς ἐνίσχυσιν τῶν Γερμανῶν. Κατὰ τὰς τελευταίας πληροφορίας, δύο αὐστριακαὶ μεραρχίαι εὑρίσκονται ἤδη εἰς τὴν περιφέρειαν τῆς Βερδούνης. xyxy=(1022,688,1499,731)
article-text: ΘΕΣΣΑΛΟΝΙΚΗ, 7 Αὐγούστου. (Ἡ. Πρ.) Ἐπίσημον ἀνακοινωθέν: Εἰς τὸν τομέα τοῦ Ἀξιοῦ καὶ εἰς τὴν περιφέρειαν τῆς Δοϊράνης ἀμοιβαῖα πυροβολικὰ δρᾶσις. Ἑλληνικὰ ἀποσπάσματα ἐπέδραμον κατὰ ἐχθρικῶν θέσεων καὶ συνέλαβον αἰχμαλώτους. xyxy=(1265,943,1499,1058)
headline-german-retreat: ΕΑΝ ΟΙ ΓΕΡΜΑΝΟΙ ΥΠΟΧΩΡΗΣΟΥΝ xyxy=(1077,158,1444,181)
column-divider xyxy=(1014,57,1015,2158)
column-divider xyxy=(311,57,312,2158)
right-split xyxy=(1022,197,1499,579)
headline-british-embassy: ΑΓΓΛΙΚΗ ΠΡΕΣΒΕΙΑ xyxy=(684,1823,817,1837)
divider xyxy=(44,360,304,361)
section-title: Δασοκομικαὶ Σχολαὶ Βυτίνης, Ἀγιᾶς καὶ Ναούσης xyxy=(44,447,304,475)
article-text: Ἐτελέσθη τὸ μνημόσυνον τοῦ ἀποθανόντος Κ. Καρύδη. Ἡ Κυρία Θεοδωρίδου ἐγέννησεν ἄρρεν. Ἀνεχώρησαν εἰς τὰς ἐξοχὰς οἱ κ. κ. Πεζοπουλος καὶ Ἀναστασίου. xyxy=(1265,1396,1499,1468)
headline-invitation: ΠΡΟΣΚΛΗΣΙΣ xyxy=(432,993,542,1011)
telegram-tag: ΙΔΙΑΙΤΕΡΟΝ ΤΗΛΕΓΡΑΦΗΜΑ ΤΟΥ «ΕΜΠΡΟΣ» xyxy=(1050,1007,1228,1026)
masthead-rule xyxy=(38,53,1509,55)
column-center-left xyxy=(319,498,655,2160)
headline-prokirixis: ΠΡΟΚΗΡΥΞΙΣ xyxy=(91,366,257,392)
right-split-left xyxy=(1022,805,1256,1630)
page-number: 2 xyxy=(46,17,66,51)
headline-struggle: Ο ΑΓΩΝ xyxy=(1337,901,1428,925)
divider xyxy=(319,1383,655,1384)
signature: Ἡ Πρόεδρος xyxy=(923,2351,999,2365)
right-split xyxy=(1022,805,1499,1630)
subheadline-reforms: ΠΟΛΥ ΑΡΓΑ ΤΑ ΜΕΓΑΡΡΥΘΜΙΣΤΙΚΑ ΣΧΕΔΙΑ xyxy=(492,137,834,155)
headline-food-supply: Ο ΕΠΙΣΙΤΙΣΜΟΣ xyxy=(875,1313,980,1327)
divider xyxy=(670,1052,1007,1053)
article-text: Παναθήναιον: «Βαφτιστικός». Ἀλάμπρα: «Ὁ κόρακας». Ὀλύμπια: «Ἡ Δούλισσα τῆς Πλανήτου». Κεντρικόν: «Ἡ δούλισσα». Κοτοπούλη: «Ἀλάμπρα». Πανελλήνιον: «Πανελλήνιον». Ἀθήναια: «Πουπουλένια». xyxy=(847,1996,1007,2140)
article-text: Ἡ ἐξέτασις περιλαμβάνει Ἄλγεβραν, Γεωμετρίαν καὶ Τριγωνομετρίαν ἐκ τῶν μαθηματικῶν, Φυσικὴν καὶ Χημείαν, Ζωολογίαν καὶ Βοτανικήν, Ἑλληνικὰ καὶ μίαν ξένην γλῶσσαν. Οἱ ἐπιτυχόντες λαμβάνουσιν ὑποτροφίαν καθ' ὅλην τὴν διάρκειαν τῶν σπουδῶν. xyxy=(44,1643,304,1743)
ad-subtitle: Πωλοῦνται ἐν Πειραιεῖ xyxy=(1315,1492,1450,1503)
headline-notice: ΚΟΙΝΟΠΟΙΗΣΙΣ xyxy=(675,1843,826,1861)
divider xyxy=(319,503,655,504)
article-text: Ἡ Ἐκτελεστικὴ Ἐπιτροπὴ τοῦ Ἐργατικοῦ Κόμματος καὶ τὸ Κοινοβούλιον τῶν Ἐργατικῶν Ἑνώσεων, μελετήσαντα τὸ ζήτημα, ἀπεφάσισαν ὅπως ἡ Διάσκεψις συνέλθῃ τὴν 17ην, 18ην καὶ 19ην Σεπτεμβρίου. xyxy=(670,750,1007,821)
article-text: Ἡ ἀπόφασις αὕτη ἀνακοινοῦται εἰς ὅλας τὰς συμμαχικὰς χώρας. xyxy=(670,825,1007,854)
article-text: Ἐγγυτέρω ἀπὸ τὴν 3ην Αὐγούστου προσκαλοῦνται οἱ ἐπιθυμοῦντες νὰ ὑποβάλωσι τὰ δικαιολογητικὰ τῶν προσόντων των διὰ τὴν πλήρωσιν τῶν κενῶν ἑδρῶν. Ἕδραι κεναί: 1) Βοτανικῆς καὶ Δασικῆς Φυτολογίας. 2) Δασικῆς Ζωολογίας καὶ Ἐντομολογίας. 3) Μετεωρολογίας καὶ Κλιματολογίας. xyxy=(319,1046,655,1131)
column-center-right-top xyxy=(670,153,1007,496)
column-divider xyxy=(663,148,664,487)
fourth-morning-title: 4η ΠΡΩΤΙΝΗ xyxy=(677,508,1000,560)
headline-social: ΚΟΙΝΩΝΙΚΑ xyxy=(1332,1376,1432,1394)
divider xyxy=(1265,1138,1499,1139)
center-split-right xyxy=(847,1309,1007,2408)
article-text: Εἰς τὸ Βερολῖνον καὶ τὰς ἄλλας μεγάλας πόλεις σημειοῦνται διαδηλώσεις κατὰ τῆς συνεχίσεως τοῦ πολέμου. Ἡ ἀστυνομία ἐπιβάλλει αὐστηρὰ μέτρα, ἀλλὰ ἡ ἀγανάκτησις δὲν καταπνίγεται. xyxy=(670,1194,1007,1252)
headline-courts: ΔΙΚΑΣΤΗΡΙΑ xyxy=(1087,1387,1191,1405)
article-text: Τὴν προσεχῆ Κυριακὴν θὰ δοθῇ ἐν τῷ Ζαππείῳ διασκέδασις ὑπὲρ τῶν νηπιαγωγείων τῆς Ἑνώσεως. Αἱ κυρίαι τῆς Ἐπιτροπῆς παρακαλοῦν τὸ κοινὸν ὅπως συνδράμῃ τὸ ἔργον. Εἰσιτήρια πωλοῦνται εἰς τὰ γραφεῖα τῆς Ἑνώσεως, 10–12 π.μ. xyxy=(847,2189,1007,2347)
